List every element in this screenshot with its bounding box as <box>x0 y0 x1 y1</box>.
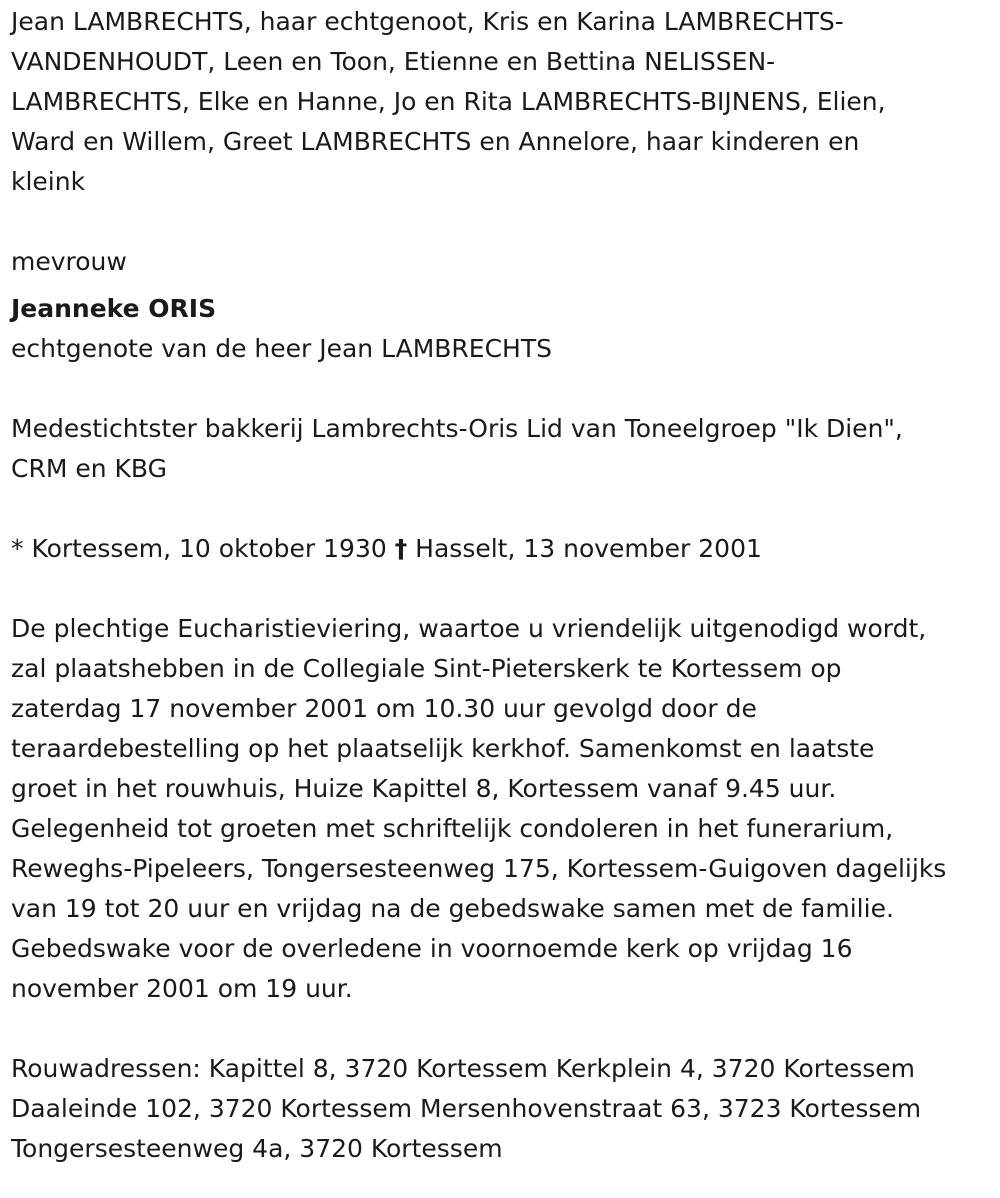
dates-line <box>11 529 990 569</box>
deceased-block <box>11 242 990 369</box>
family-line: LAMBRECHTS, Elke en Hanne, Jo en Rita LAMBRECHTS-BIJNENS, Elien, <box>11 87 886 116</box>
ceremony-line: teraardebestelling op het plaatselijk kerkhof. Samenkomst en laatste <box>11 734 875 763</box>
family-intro <box>11 2 990 202</box>
family-line: VANDENHOUDT, Leen en Toon, Etienne en Bettina NELISSEN- <box>11 47 776 76</box>
death-date: Hasselt, 13 november 2001 <box>415 534 762 563</box>
deceased-title: mevrouw <box>11 247 127 276</box>
spacer <box>11 369 990 409</box>
cross-icon: † <box>394 534 408 563</box>
birth-date: * Kortessem, 10 oktober 1930 <box>11 534 387 563</box>
family-line: Ward en Willem, Greet LAMBRECHTS en Annelore, haar kinderen en <box>11 127 860 156</box>
ceremony-info <box>11 609 990 1009</box>
ceremony-line: zaterdag 17 november 2001 om 10.30 uur gevolgd door de <box>11 694 757 723</box>
ceremony-line: zal plaatshebben in de Collegiale Sint-Pieterskerk te Kortessem op <box>11 654 842 683</box>
address-line: Daaleinde 102, 3720 Kortessem Mersenhovenstraat 63, 3723 Kortessem <box>11 1094 922 1123</box>
spouse-line: echtgenote van de heer Jean LAMBRECHTS <box>11 334 552 363</box>
ceremony-line: Reweghs-Pipeleers, Tongersesteenweg 175, Kortessem-Guigoven dagelijks <box>11 854 947 883</box>
affiliation-line: CRM en KBG <box>11 454 167 483</box>
ceremony-line: van 19 tot 20 uur en vrijdag na de gebedswake samen met de familie. <box>11 894 894 923</box>
spacer <box>11 1009 990 1049</box>
deceased-name: Jeanneke ORIS <box>11 294 217 323</box>
mourning-addresses <box>11 1049 990 1169</box>
ceremony-line: Gelegenheid tot groeten met schriftelijk condoleren in het funerarium, <box>11 814 894 843</box>
ceremony-line: De plechtige Eucharistieviering, waartoe u vriendelijk uitgenodigd wordt, <box>11 614 927 643</box>
address-line: Tongersesteenweg 4a, 3720 Kortessem <box>11 1134 503 1163</box>
family-line: kleink <box>11 167 86 196</box>
spacer <box>11 489 990 529</box>
ceremony-line: november 2001 om 19 uur. <box>11 974 353 1003</box>
affiliation-line: Medestichtster bakkerij Lambrechts-Oris Lid van Toneelgroep "Ik Dien", <box>11 414 903 443</box>
spacer <box>11 202 990 242</box>
spacer <box>11 569 990 609</box>
address-line: Rouwadressen: Kapittel 8, 3720 Kortessem Kerkplein 4, 3720 Kortessem <box>11 1054 916 1083</box>
affiliations <box>11 409 990 489</box>
ceremony-line: Gebedswake voor de overledene in voornoemde kerk op vrijdag 16 <box>11 934 853 963</box>
family-line: Jean LAMBRECHTS, haar echtgenoot, Kris en Karina LAMBRECHTS- <box>11 7 844 36</box>
ceremony-line: groet in het rouwhuis, Huize Kapittel 8, Kortessem vanaf 9.45 uur. <box>11 774 837 803</box>
